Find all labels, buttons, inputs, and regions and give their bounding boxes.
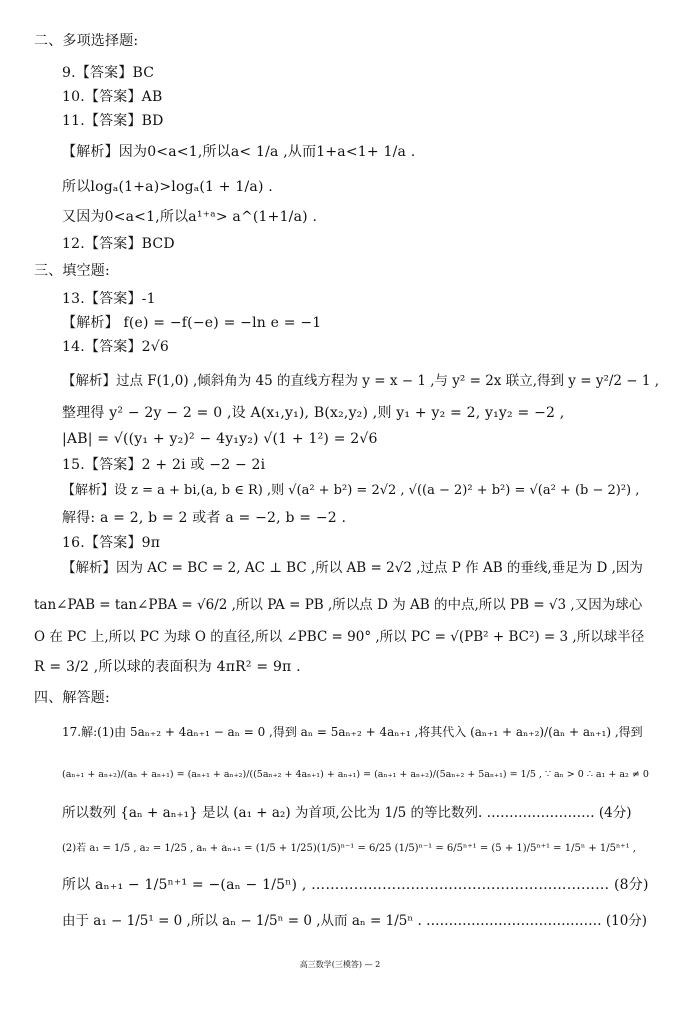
analysis-q15-line2: 解得: a = 2, b = 2 或者 a = −2, b = −2 . — [62, 510, 347, 526]
analysis-q14-line1: 【解析】过点 F(1,0) ,倾斜角为 45 的直线方程为 y = x − 1 ,与 y² = 2x 联立,得到 y = y²/2 − 1 , — [62, 373, 660, 389]
answer-q13: 13.【答案】-1 — [62, 291, 156, 307]
section-title-fill-in: 三、填空题: — [34, 263, 110, 279]
answer-q15: 15.【答案】2 + 2i 或 −2 − 2i — [62, 457, 266, 473]
analysis-q11-line1: 【解析】因为0<a<1,所以a< 1/a ,从而1+a<1+ 1/a . — [62, 144, 416, 160]
section-title-solutions: 四、解答题: — [34, 690, 110, 706]
analysis-q16-line4: R = 3/2 ,所以球的表面积为 4πR² = 9π . — [34, 659, 301, 675]
answer-q11: 11.【答案】BD — [62, 113, 164, 129]
solution-q17-line6: 由于 a₁ − 1/5¹ = 0 ,所以 aₙ − 1/5ⁿ = 0 ,从而 aₙ = 1/5ⁿ . ………………………………… (10分) — [62, 913, 648, 929]
analysis-q16-line2: tan∠PAB = tan∠PBA = √6/2 ,所以 PA = PB ,所以点 D 为 AB 的中点,所以 PB = √3 ,又因为球心 — [34, 597, 643, 613]
answer-q14: 14.【答案】2√6 — [62, 339, 169, 355]
analysis-q14-line2: 整理得 y² − 2y − 2 = 0 ,设 A(x₁,y₁), B(x₂,y₂) ,则 y₁ + y₂ = 2, y₁y₂ = −2 , — [62, 405, 565, 421]
page-footer: 高三数学(三模答) — 2 — [299, 960, 381, 969]
answer-q12: 12.【答案】BCD — [62, 236, 175, 252]
solution-q17-line2: (aₙ₊₁ + aₙ₊₂)/(aₙ + aₙ₊₁) = (aₙ₊₁ + aₙ₊₂)/((5aₙ₊₂ + 4aₙ₊₁) + aₙ₊₁) = (aₙ₊₁ + aₙ₊₂)/(5aₙ₊₂ + 5aₙ₊₁) = 1/5 , ∵ aₙ > 0 ∴ a₁ + a₂ ≠ 0 — [62, 769, 649, 780]
analysis-q14-line3: |AB| = √((y₁ + y₂)² − 4y₁y₂) √(1 + 1²) = 2√6 — [62, 431, 378, 447]
analysis-q16-line1: 【解析】因为 AC = BC = 2, AC ⊥ BC ,所以 AB = 2√2 ,过点 P 作 AB 的垂线,垂足为 D ,因为 — [62, 560, 643, 576]
solution-q17-line3: 所以数列 {aₙ + aₙ₊₁} 是以 (a₁ + a₂) 为首项,公比为 1/5 的等比数列. …………………… (4分) — [62, 805, 632, 821]
analysis-q16-line3: O 在 PC 上,所以 PC 为球 O 的直径,所以 ∠PBC = 90° ,所以 PC = √(PB² + BC²) = 3 ,所以球半径 — [34, 629, 645, 645]
solution-q17-line5: 所以 aₙ₊₁ − 1/5ⁿ⁺¹ = −(aₙ − 1/5ⁿ) , ……………………………………………………… (8分) — [62, 877, 649, 893]
answer-q9: 9.【答案】BC — [62, 65, 155, 81]
answer-q16: 16.【答案】9π — [62, 535, 161, 551]
solution-q17-line4: (2)若 a₁ = 1/5 , a₂ = 1/25 , aₙ + aₙ₊₁ = (1/5 + 1/25)(1/5)ⁿ⁻¹ = 6/25 (1/5)ⁿ⁻¹ = 6/5ⁿ⁺¹ = (5 + 1)/5ⁿ⁺¹ = 1/5ⁿ + 1/5ⁿ⁺¹ , — [62, 843, 636, 854]
analysis-q13-line1: 【解析】 f(e) = −f(−e) = −ln e = −1 — [62, 315, 322, 331]
section-title-multiple-choice: 二、多项选择题: — [34, 33, 139, 49]
analysis-q15-line1: 【解析】设 z = a + bi,(a, b ∈ R) ,则 √(a² + b²) = 2√2 , √((a − 2)² + b²) = √(a² + (b − 2)²) , — [62, 483, 640, 498]
analysis-q11-line2: 所以logₐ(1+a)>logₐ(1 + 1/a) . — [62, 179, 273, 195]
solution-q17-line1: 17.解:(1)由 5aₙ₊₂ + 4aₙ₊₁ − aₙ = 0 ,得到 aₙ = 5aₙ₊₂ + 4aₙ₊₁ ,将其代入 (aₙ₊₁ + aₙ₊₂)/(aₙ + aₙ₊₁) ,得到 — [62, 725, 643, 739]
analysis-q11-line3: 又因为0<a<1,所以a¹⁺ᵃ> a^(1+1/a) . — [62, 209, 318, 225]
answer-q10: 10.【答案】AB — [62, 89, 163, 105]
